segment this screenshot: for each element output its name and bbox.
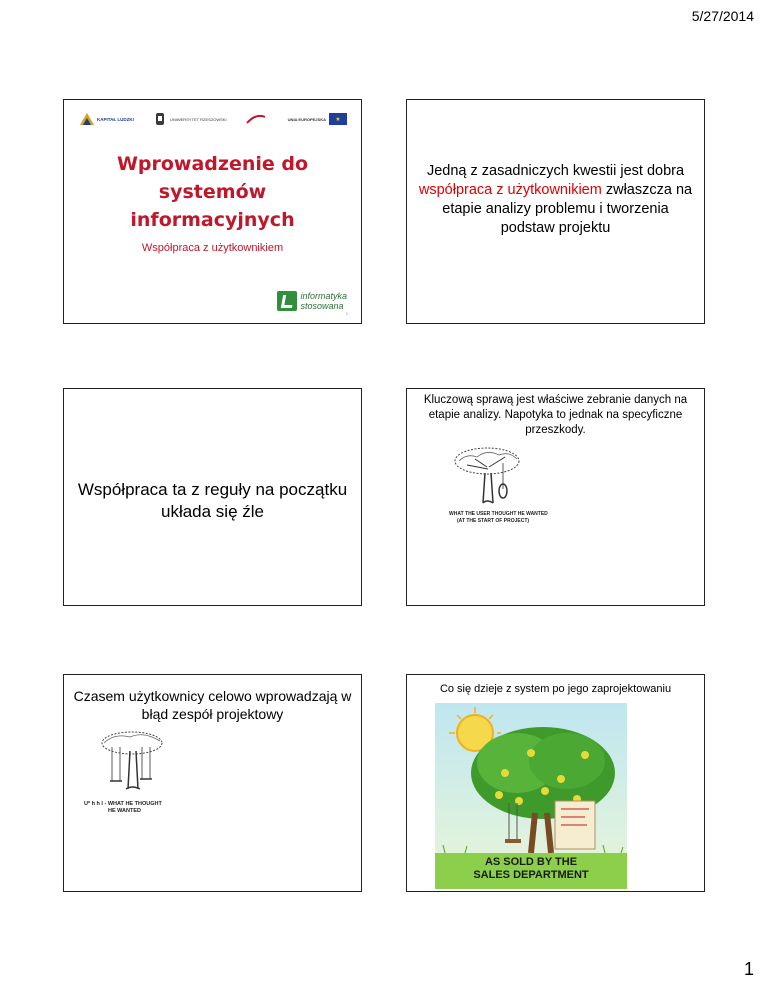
svg-text:U* h h I - WHAT HE THOUGHT: U* h h I - WHAT HE THOUGHT (84, 801, 162, 807)
slide-1-subtitle: Współpraca z użytkownikiem (141, 242, 284, 254)
svg-text:SALES DEPARTMENT: SALES DEPARTMENT (473, 869, 589, 881)
eu-flag-icon: ★ (329, 113, 347, 125)
svg-text:WHAT THE USER THOUGHT HE WANTE: WHAT THE USER THOUGHT HE WANTED (449, 511, 548, 517)
tree-swing-illustration-2 (82, 729, 194, 825)
sponsor-logos (80, 108, 347, 130)
slide-2[interactable] (406, 99, 705, 324)
eu-logo: UNIA EUROPEJSKA ★ (288, 113, 347, 125)
slide-6-text: Co się dzieje z system po jego zaprojektowaniu (439, 683, 672, 695)
university-logo: UNIWERSYTET RZESZOWSKI (153, 113, 227, 125)
slide-3-text: Współpraca ta z reguły na początku układa się źle (77, 480, 348, 521)
slide-5[interactable] (63, 674, 362, 892)
slide-1-number: 1 (345, 311, 348, 316)
highlighted-phrase: współpraca z użytkownikiem (418, 182, 602, 198)
sales-department-tree-poster (435, 703, 627, 889)
slide-1-title[interactable] (63, 99, 362, 324)
slide-6[interactable] (406, 674, 705, 892)
slide-4-text: Kluczową sprawą jest właściwe zebranie danych na etapie analizy. Napotyka to jednak na specyficzne przeszkody. (423, 394, 688, 436)
slide-2-text: Jedną z zasadniczych kwestii jest dobra współpraca z użytkownikiem zwłaszcza na etapie analizy problemu i tworzenia podstaw projektu (418, 163, 693, 236)
informatyka-icon (277, 291, 297, 311)
swoosh-icon (246, 113, 266, 125)
slide-3[interactable] (63, 388, 362, 606)
page-number: 1 (743, 959, 754, 979)
university-crest-icon (153, 113, 167, 125)
kapital-ludzki-logo: KAPITAŁ LUDZKI (80, 113, 134, 125)
svg-text:HE WANTED: HE WANTED (108, 808, 141, 814)
partner-logo (246, 113, 269, 125)
svg-text:AS SOLD BY THE: AS SOLD BY THE (484, 856, 578, 868)
tree-swing-illustration (447, 445, 567, 523)
slide-5-text: Czasem użytkownicy celowo wprowadzają w błąd zespół projektowy (73, 688, 352, 722)
slide-1-heading: Wprowadzenie do systemów informacyjnych (116, 153, 309, 231)
kapital-ludzki-icon (80, 113, 94, 125)
informatyka-stosowana-logo: informatyka stosowana (277, 291, 347, 311)
slide-4[interactable] (406, 388, 705, 606)
page-date: 5/27/2014 (691, 8, 754, 24)
svg-text:(AT THE START OF PROJECT): (AT THE START OF PROJECT) (457, 518, 530, 523)
